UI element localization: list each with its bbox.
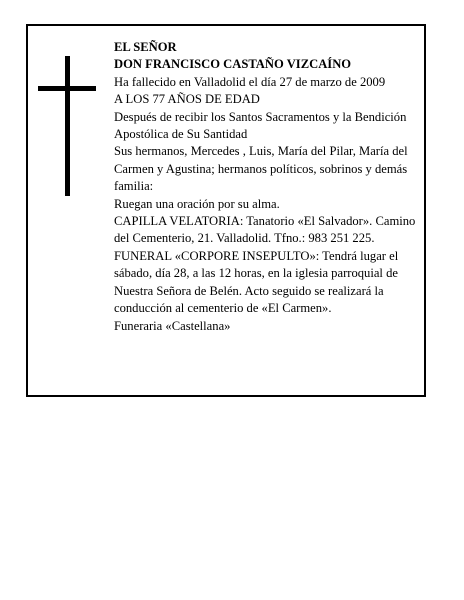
sacraments-line: Después de recibir los Santos Sacramentos y la Bendición Apostólica de Su Santidad bbox=[114, 109, 407, 142]
deceased-honorific: EL SEÑOR bbox=[114, 40, 177, 54]
death-date-line: Ha fallecido en Valladolid el día 27 de marzo de 2009 bbox=[114, 74, 386, 89]
deceased-name: DON FRANCISCO CASTAÑO VIZCAÍNO bbox=[114, 57, 352, 72]
cross-horizontal-bar bbox=[38, 86, 96, 91]
age-line: A LOS 77 AÑOS DE EDAD bbox=[114, 92, 260, 107]
family-line: Sus hermanos, Mercedes , Luis, María del Pilar, María del Carmen y Agustina; hermanos políticos, sobrinos y demás familia: bbox=[114, 144, 408, 194]
cross-icon bbox=[38, 56, 96, 196]
chapel-line: CAPILLA VELATORIA: Tanatorio «El Salvador». Camino del Cementerio, 21. Valladolid. Tfno.: 983 251 225. bbox=[114, 214, 416, 246]
prayer-line: Ruegan una oración por su alma. bbox=[114, 196, 280, 211]
funeral-home-line: Funeraria «Castellana» bbox=[114, 318, 231, 333]
funeral-line: FUNERAL «CORPORE INSEPULTO»: Tendrá lugar el sábado, día 28, a las 12 horas, en la iglesia parroquial de Nuestra Señora de Belén. Acto seguido se realizará la conducción al cementerio de «El Carmen». bbox=[114, 248, 399, 316]
cross-vertical-bar bbox=[65, 56, 70, 196]
obituary-text bbox=[114, 39, 428, 335]
